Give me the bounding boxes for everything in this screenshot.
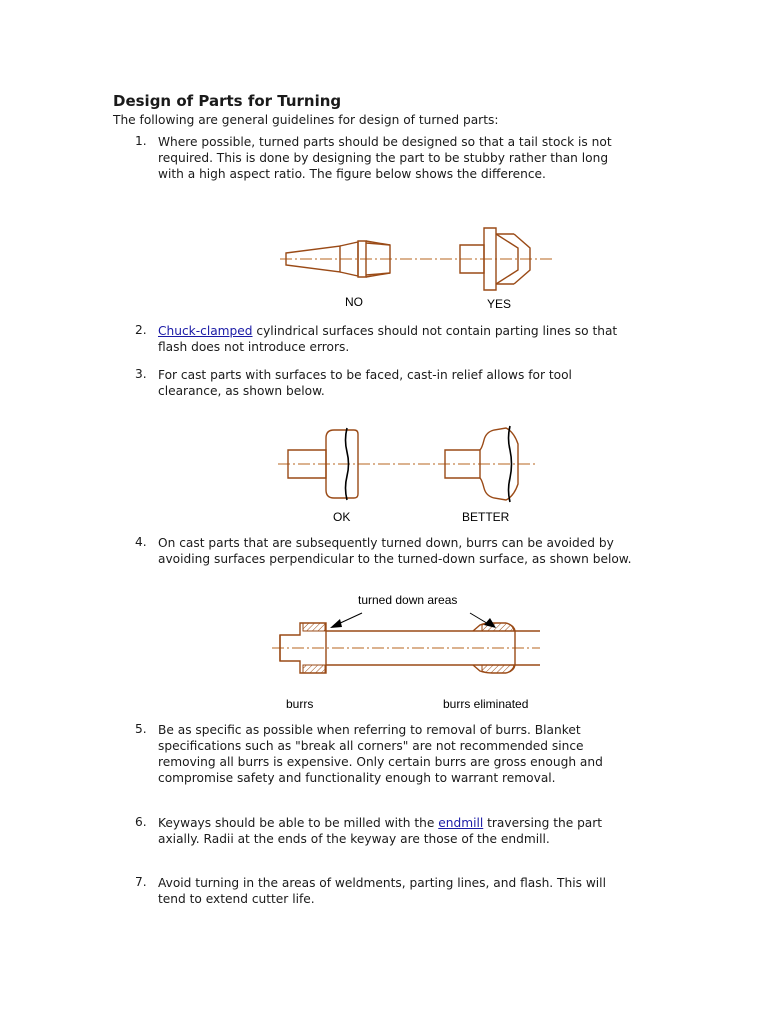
item-7-text: Avoid turning in the areas of weldments, parting lines, and flash. This will tend to extend cutter life. (158, 876, 606, 906)
item-5-number: 5. (135, 722, 147, 736)
figure-3-caption-turned-down-areas: turned down areas (358, 593, 458, 607)
item-3-number: 3. (135, 367, 147, 381)
item-1-number: 1. (135, 134, 147, 148)
item-5-text: Be as specific as possible when referring to removal of burrs. Blanket specifications such as "break all corners" are not recommended since removing all burrs is expensive. Only certain burrs are gross enough and compromise safety and functionality enough to warrant removal. (158, 723, 603, 785)
figure-2-caption-ok: OK (333, 510, 351, 524)
figure-1-caption-yes: YES (487, 297, 512, 311)
item-2-number: 2. (135, 323, 147, 337)
item-4-text: On cast parts that are subsequently turned down, burrs can be avoided by avoiding surfaces perpendicular to the turned-down surface, as shown below. (158, 536, 632, 566)
item-6-text: Keyways should be able to be milled with the endmill traversing the part axially. Radii at the ends of the keyway are those of the endmill. (158, 816, 603, 846)
item-2-text: Chuck-clamped cylindrical surfaces should not contain parting lines so that flash does not introduce errors. (158, 324, 618, 354)
item-6-number: 6. (135, 815, 147, 829)
figure-cast-in-relief (280, 420, 540, 508)
figure-stubby-vs-long (270, 220, 560, 295)
intro-text: The following are general guidelines for design of turned parts: (113, 113, 499, 127)
page-title: Design of Parts for Turning (113, 92, 342, 110)
item-1-text: Where possible, turned parts should be designed so that a tail stock is not required. This is done by designing the part to be stubby rather than long with a high aspect ratio. The figure below shows the difference. (158, 135, 612, 181)
figure-2-caption-better: BETTER (462, 510, 510, 524)
figure-3-caption-burrs: burrs (286, 697, 314, 711)
item-3-text: For cast parts with surfaces to be faced, cast-in relief allows for tool clearance, as shown below. (158, 368, 572, 398)
figure-1-caption-no: NO (345, 295, 363, 309)
item-7-number: 7. (135, 875, 147, 889)
figure-burrs (270, 605, 550, 695)
item-4-number: 4. (135, 535, 147, 549)
figure-3-caption-burrs-eliminated: burrs eliminated (443, 697, 529, 711)
chuck-clamped-link[interactable]: Chuck-clamped (158, 324, 253, 338)
endmill-link[interactable]: endmill (438, 816, 484, 830)
